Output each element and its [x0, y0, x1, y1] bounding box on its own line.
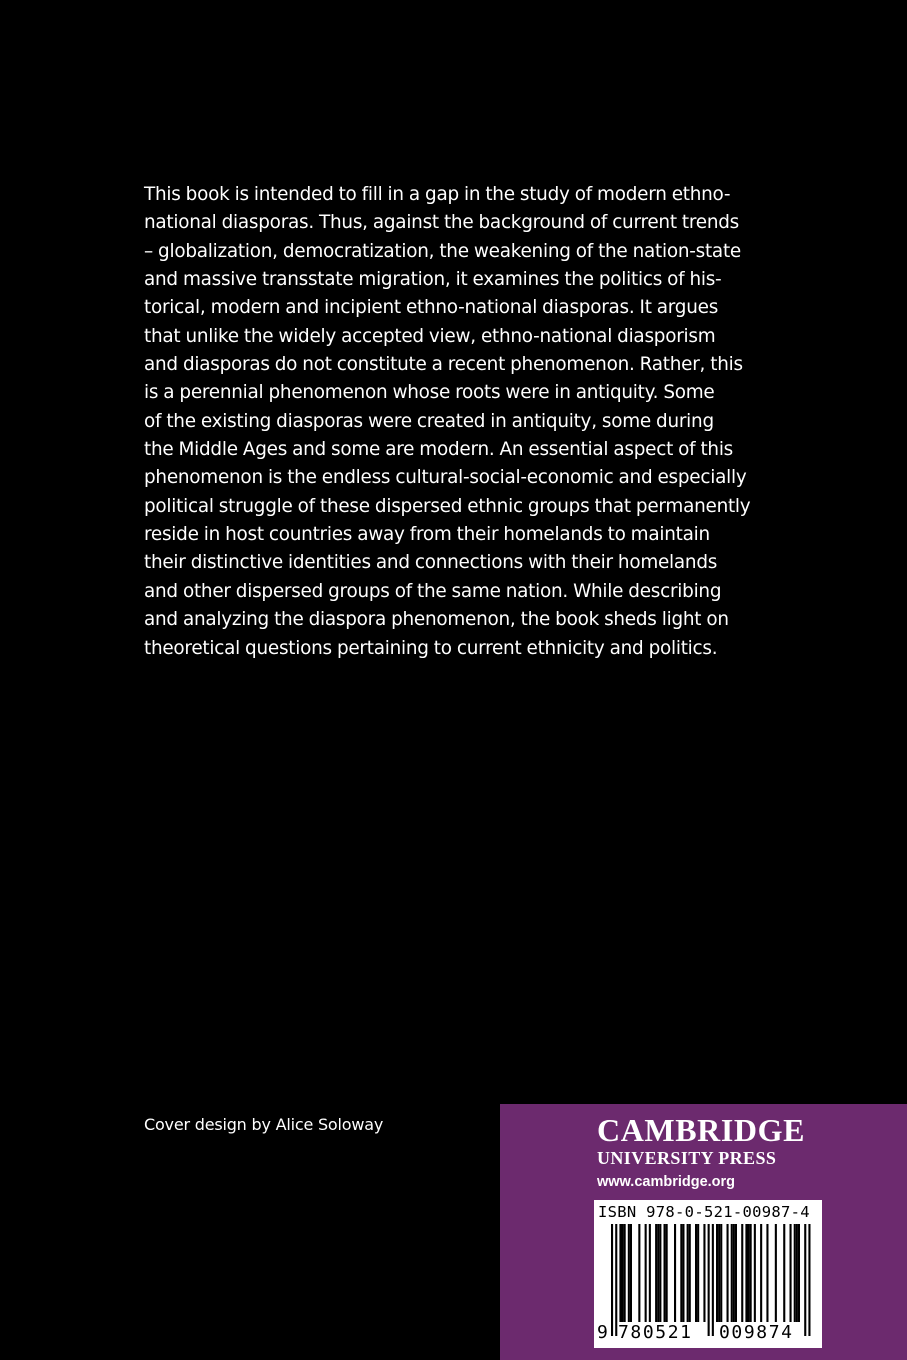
barcode-bar: [750, 1224, 752, 1322]
blurb-text: [144, 181, 762, 663]
barcode-bar: [628, 1224, 630, 1322]
isbn-barcode: [594, 1200, 822, 1348]
barcode-bar: [619, 1224, 621, 1322]
barcode-bar: [794, 1224, 796, 1322]
barcode-bar: [775, 1224, 777, 1322]
barcode-bar: [720, 1224, 722, 1322]
barcode-bar: [754, 1224, 756, 1322]
blurb-line: is a perennial phenomenon whose roots were in antiquity. Some: [144, 382, 715, 404]
blurb-line: – globalization, democratization, the weakening of the nation-state: [144, 240, 741, 262]
barcode-bar: [638, 1224, 640, 1322]
barcode-bar: [649, 1224, 651, 1322]
blurb-line: This book is intended to fill in a gap in the study of modern ethno-: [144, 184, 731, 205]
barcode-guard-bar: [712, 1224, 714, 1336]
barcode-left-digits: 780521: [618, 1322, 693, 1343]
barcode-bar: [731, 1224, 733, 1322]
barcode-bar: [718, 1224, 720, 1322]
publisher-name: CAMBRIDGE: [597, 1112, 806, 1148]
barcode-bar: [716, 1224, 718, 1322]
barcode-guard-bar: [708, 1224, 710, 1336]
barcode-bar: [630, 1224, 632, 1322]
barcode-bar: [766, 1224, 768, 1322]
barcode-bar: [735, 1224, 737, 1322]
blurb-line: of the existing diasporas were created in antiquity, some during: [144, 410, 714, 432]
blurb-line: phenomenon is the endless cultural-social-economic and especially: [144, 467, 747, 489]
barcode-guard-bar: [808, 1224, 810, 1336]
barcode-bar: [645, 1224, 647, 1322]
publisher-subname: UNIVERSITY PRESS: [597, 1148, 777, 1168]
barcode-bar: [741, 1224, 743, 1322]
barcode-bar: [727, 1224, 729, 1322]
barcode-bar: [674, 1224, 676, 1322]
barcode-bar: [790, 1224, 792, 1322]
publisher-url: www.cambridge.org: [597, 1174, 736, 1190]
blurb-line: political struggle of these dispersed ethnic groups that permanently: [144, 495, 751, 517]
blurb-line: and diasporas do not constitute a recent phenomenon. Rather, this: [144, 354, 743, 376]
barcode-guard-bar: [611, 1224, 613, 1336]
cover-design-credit: Cover design by Alice Soloway: [144, 1115, 384, 1134]
barcode-bar: [666, 1224, 668, 1322]
barcode-bar: [695, 1224, 697, 1322]
blurb-line: their distinctive identities and connections with their homelands: [144, 552, 718, 574]
barcode-bar: [745, 1224, 747, 1322]
barcode-bar: [659, 1224, 661, 1322]
barcode-digits: [594, 1322, 822, 1346]
barcode-bar: [689, 1224, 691, 1322]
barcode-lead-digit: 9: [597, 1322, 608, 1343]
barcode-bar: [624, 1224, 626, 1322]
barcode-bar: [687, 1224, 689, 1322]
blurb-line: torical, modern and incipient ethno-national diasporas. It argues: [144, 297, 719, 319]
publisher-panel: [500, 1104, 907, 1360]
blurb-line: and other dispersed groups of the same nation. While describing: [144, 580, 722, 602]
isbn-label: ISBN 978-0-521-00987-4: [598, 1203, 810, 1221]
barcode-bar: [798, 1224, 800, 1322]
blurb-line: the Middle Ages and some are modern. An essential aspect of this: [144, 439, 734, 461]
blurb-line: national diasporas. Thus, against the background of current trends: [144, 212, 739, 234]
barcode-bar: [703, 1224, 705, 1322]
blurb-line: and analyzing the diaspora phenomenon, the book sheds light on: [144, 609, 729, 631]
barcode-bar: [733, 1224, 735, 1322]
barcode-bar: [657, 1224, 659, 1322]
barcode-guard-bar: [615, 1224, 617, 1336]
blurb-line: reside in host countries away from their homelands to maintain: [144, 524, 710, 546]
blurb-line: and massive transstate migration, it examines the politics of his-: [144, 269, 722, 291]
barcode-guard-bar: [804, 1224, 806, 1336]
barcode-bar: [796, 1224, 798, 1322]
barcode-bar: [783, 1224, 785, 1322]
blurb-line: theoretical questions pertaining to current ethnicity and politics.: [144, 637, 718, 659]
blurb-line: that unlike the widely accepted view, ethno-national diasporism: [144, 325, 716, 347]
barcode-bar: [748, 1224, 750, 1322]
barcode-bar: [622, 1224, 624, 1322]
barcode-bar: [680, 1224, 682, 1322]
barcode-bar: [664, 1224, 666, 1322]
barcode-bar: [697, 1224, 699, 1322]
barcode-bar: [760, 1224, 762, 1322]
barcode-bar: [655, 1224, 657, 1322]
barcode-right-digits: 009874: [719, 1322, 794, 1343]
barcode-bar: [682, 1224, 684, 1322]
